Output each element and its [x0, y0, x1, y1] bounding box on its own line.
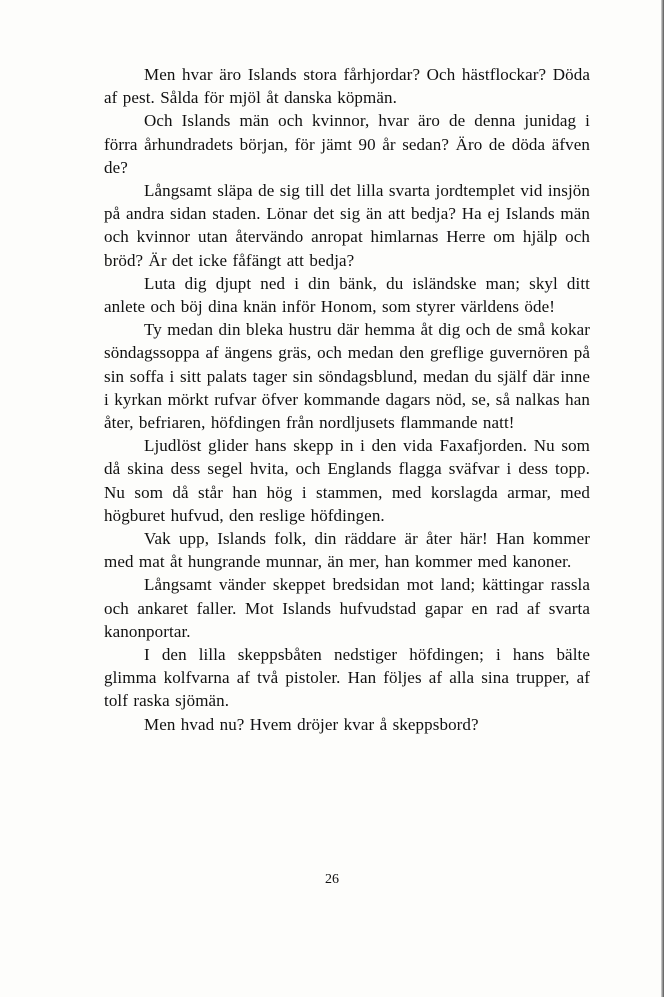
paragraph: Vak upp, Islands folk, din räddare är åter här! Han kommer med mat åt hungrande munnar, än mer, han kommer med kanoner.	[104, 529, 590, 572]
paragraph: Ty medan din bleka hustru där hemma åt dig och de små kokar söndagssoppa af ängens gräs, och medan den greflige guvernören på sin soffa i sitt palats tager sin söndagsblund, medan du själf där inne i kyrkan mörkt rufvar öfver kommande dagars nöd, se, så nalkas han åter, befriaren, höfdingen från nordljusets flammande natt!	[104, 320, 590, 433]
paragraph: Ljudlöst glider hans skepp in i den vida Faxafjorden. Nu som då skina dess segel hvita, och Englands flagga sväfvar i dess topp. Nu som då står han hög i stammen, med korslagda armar, med högburet hufvud, den reslige höfdingen.	[104, 436, 590, 525]
paragraph: I den lilla skeppsbåten nedstiger höfdingen; i hans bälte glimma kolfvarna af två pistoler. Han följes af alla sina trupper, af tolf raska sjömän.	[104, 645, 590, 711]
paragraph: Luta dig djupt ned i din bänk, du isländske man; skyl ditt anlete och böj dina knän inför Honom, som styrer världens öde!	[104, 273, 590, 317]
body-text	[104, 63, 590, 736]
paragraph: Men hvar äro Islands stora fårhjordar? Och hästflockar? Döda af pest. Sålda för mjöl åt danska köpmän.	[104, 65, 590, 108]
paragraph: Men hvad nu? Hvem dröjer kvar å skeppsbord?	[144, 714, 479, 734]
paragraph: Och Islands män och kvinnor, hvar äro de denna junidag i förra århundradets början, för jämt 90 år sedan? Äro de döda äfven de?	[104, 111, 590, 177]
paragraph: Långsamt släpa de sig till det lilla svarta jordtemplet vid insjön på andra sidan staden. Lönar det sig än att bedja? Ha ej Islands män och kvinnor utan återvändo anropat himlarnas Herre om hjälp och bröd? Är det icke fåfängt att bedja?	[104, 181, 590, 270]
paragraph: Långsamt vänder skeppet bredsidan mot land; kättingar rassla och ankaret faller. Mot Islands hufvudstad gapar en rad af svarta kanonportar.	[104, 575, 590, 641]
page-number: 26	[325, 872, 339, 887]
